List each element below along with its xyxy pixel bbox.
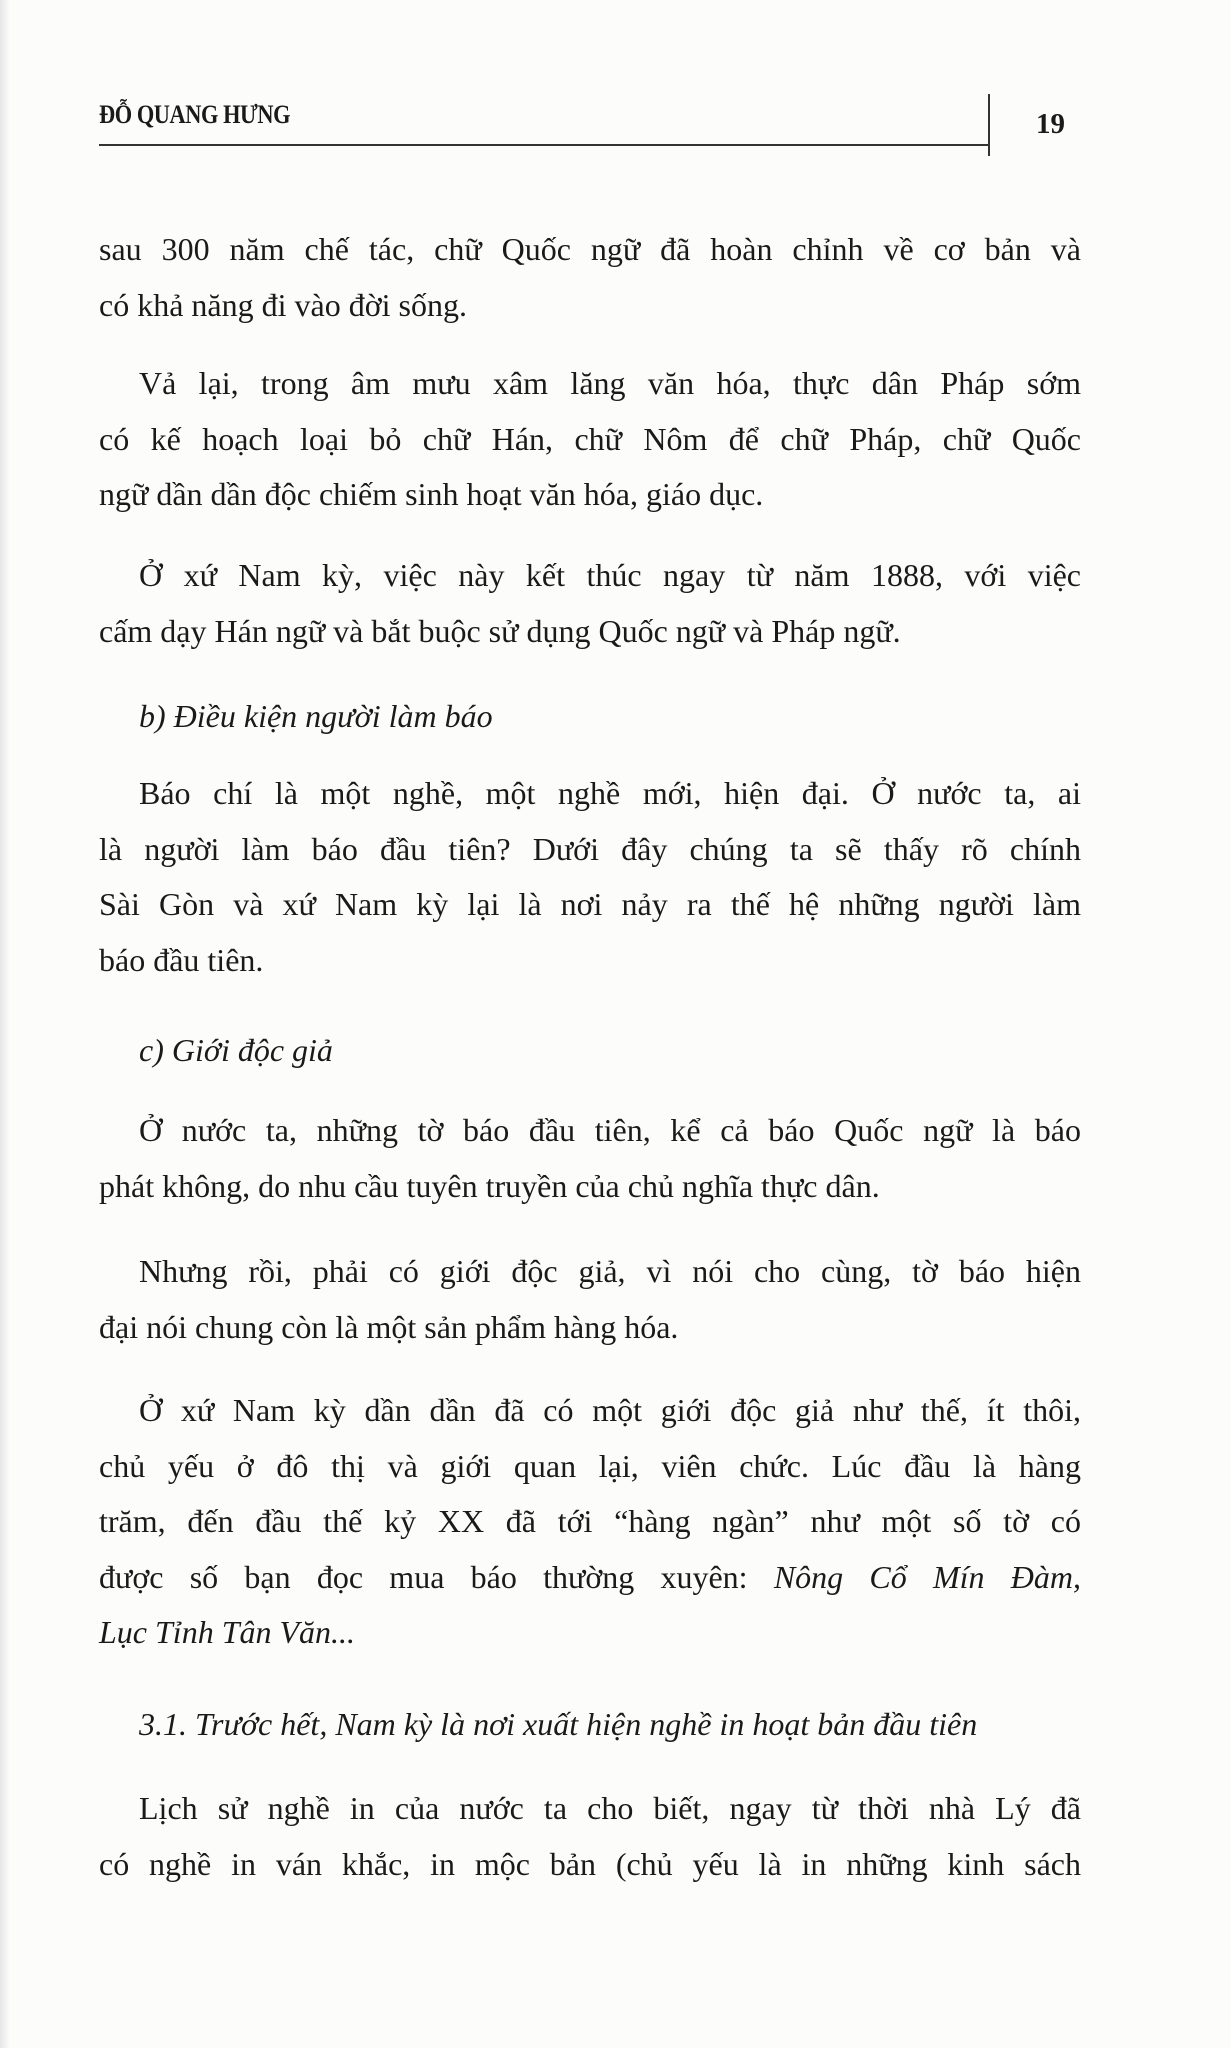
- text-line: có kế hoạch loại bỏ chữ Hán, chữ Nôm để chữ Pháp, chữ Quốc: [99, 420, 1081, 457]
- section-heading: [99, 1697, 1081, 1753]
- paragraph: [99, 766, 1081, 988]
- paragraph: [99, 1244, 1081, 1355]
- text-line: sau 300 năm chế tác, chữ Quốc ngữ đã hoàn chỉnh về cơ bản và: [99, 231, 1081, 267]
- text-line: đại nói chung còn là một sản phẩm hàng hóa.: [99, 1308, 679, 1345]
- text-line: chủ yếu ở đô thị và giới quan lại, viên chức. Lúc đầu là hàng: [99, 1447, 1081, 1484]
- paragraph: [99, 1781, 1081, 1892]
- text-line: Ở nước ta, những tờ báo đầu tiên, kể cả báo Quốc ngữ là báo: [139, 1112, 1081, 1148]
- text-line: ngữ dần dần độc chiếm sinh hoạt văn hóa, giáo dục.: [99, 476, 764, 512]
- section-heading: [99, 689, 1081, 745]
- paragraph: [99, 1383, 1081, 1661]
- header-rule: [99, 144, 988, 146]
- text-line: có nghề in ván khắc, in mộc bản (chủ yếu là in những kinh sách: [99, 1845, 1081, 1882]
- header-vertical-rule: [988, 94, 990, 156]
- text-line: có khả năng đi vào đời sống.: [99, 286, 467, 323]
- text-segment: được số bạn đọc mua báo thường xuyên:: [99, 1558, 774, 1595]
- running-head-author: ĐỖ QUANG HƯNG: [99, 100, 291, 129]
- text-line: b) Điều kiện người làm báo: [139, 698, 493, 734]
- text-line: báo đầu tiên.: [99, 941, 264, 978]
- italic-title: Nông Cổ Mín Đàm,: [773, 1558, 1082, 1595]
- text-line: Ở xứ Nam kỳ, việc này kết thúc ngay từ năm 1888, với việc: [139, 557, 1081, 593]
- paragraph: [99, 222, 1081, 333]
- text-line: [99, 1550, 1081, 1606]
- page-edge-shadow: [0, 0, 10, 2048]
- italic-title: Lục Tỉnh Tân Văn...: [99, 1614, 356, 1650]
- text-line: Vả lại, trong âm mưu xâm lăng văn hóa, thực dân Pháp sớm: [139, 365, 1081, 401]
- text-line: 3.1. Trước hết, Nam kỳ là nơi xuất hiện nghề in hoạt bản đầu tiên: [139, 1706, 978, 1742]
- text-line: c) Giới độc giả: [139, 1032, 333, 1068]
- text-line: [99, 1605, 1081, 1661]
- text-line: Lịch sử nghề in của nước ta cho biết, ngay từ thời nhà Lý đã: [139, 1790, 1081, 1826]
- text-line: là người làm báo đầu tiên? Dưới đây chúng ta sẽ thấy rõ chính: [99, 830, 1081, 867]
- text-line: Sài Gòn và xứ Nam kỳ lại là nơi nảy ra thế hệ những người làm: [99, 886, 1081, 922]
- text-line: Ở xứ Nam kỳ dần dần đã có một giới độc giả như thế, ít thôi,: [139, 1392, 1081, 1428]
- text-line: Nhưng rồi, phải có giới độc giả, vì nói cho cùng, tờ báo hiện: [139, 1253, 1081, 1289]
- paragraph: [99, 548, 1081, 659]
- paragraph: [99, 1103, 1081, 1214]
- section-heading: [99, 1023, 1081, 1079]
- text-line: trăm, đến đầu thế kỷ XX đã tới “hàng ngàn” như một số tờ có: [99, 1503, 1081, 1539]
- text-line: phát không, do nhu cầu tuyên truyền của chủ nghĩa thực dân.: [99, 1167, 880, 1204]
- text-line: Báo chí là một nghề, một nghề mới, hiện đại. Ở nước ta, ai: [139, 775, 1081, 811]
- paragraph: [99, 356, 1081, 523]
- text-line: cấm dạy Hán ngữ và bắt buộc sử dụng Quốc ngữ và Pháp ngữ.: [99, 612, 901, 649]
- page-number: 19: [1036, 108, 1065, 140]
